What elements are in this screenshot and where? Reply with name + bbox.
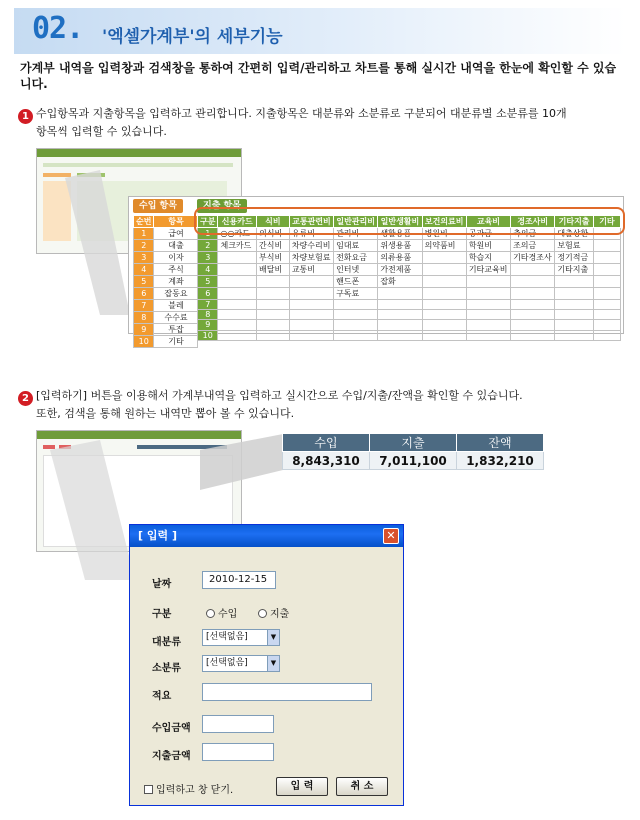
expense-item-cell[interactable]: [218, 264, 257, 276]
close-icon[interactable]: ✕: [383, 528, 399, 544]
expense-item-cell[interactable]: [334, 320, 378, 330]
expense-item-cell[interactable]: [511, 330, 555, 340]
step-2-line-2: 또한, 검색을 통해 원하는 내역만 뽑아 볼 수 있습니다.: [36, 407, 295, 420]
income-row-number: 2: [134, 240, 154, 252]
expense-col-header: 구분: [198, 216, 218, 228]
section-number: 02.: [32, 11, 84, 46]
expense-item-cell[interactable]: 의류용품: [378, 252, 422, 264]
expense-item-cell[interactable]: 간식비: [257, 240, 290, 252]
income-items-table: [133, 215, 198, 348]
expense-item-cell[interactable]: [289, 288, 333, 300]
expense-item-cell[interactable]: 유류비: [289, 228, 333, 240]
expense-row-number: 3: [198, 252, 218, 264]
cancel-button[interactable]: 취 소: [336, 777, 388, 796]
table-row: [198, 264, 621, 276]
minor-category-label: 소분류: [152, 663, 181, 674]
date-field[interactable]: 2010-12-15: [202, 571, 276, 589]
income-item-cell[interactable]: 이자: [154, 252, 198, 264]
summary-income-value: 8,843,310: [283, 452, 370, 470]
expense-item-cell[interactable]: [511, 288, 555, 300]
expense-item-cell[interactable]: 보험료: [555, 240, 594, 252]
table-row: [134, 228, 198, 240]
expense-item-cell[interactable]: [555, 300, 594, 310]
expense-item-cell[interactable]: [334, 330, 378, 340]
input-dialog: [129, 524, 404, 806]
expense-item-cell[interactable]: 조의금: [511, 240, 555, 252]
income-row-number: 4: [134, 264, 154, 276]
expense-item-cell[interactable]: [218, 330, 257, 340]
table-row: [198, 300, 621, 310]
expense-item-cell[interactable]: 병원비: [422, 228, 466, 240]
summary-expense-header: 지출: [370, 434, 457, 452]
expense-item-cell[interactable]: [593, 252, 620, 264]
expense-item-cell[interactable]: [511, 300, 555, 310]
expense-col-header: 신용카드: [218, 216, 257, 228]
expense-item-cell[interactable]: 가전제품: [378, 264, 422, 276]
expense-row-number: 8: [198, 310, 218, 320]
dialog-titlebar[interactable]: [130, 525, 403, 547]
expense-amount-field[interactable]: [202, 743, 274, 761]
expense-item-cell[interactable]: [555, 310, 594, 320]
income-row-number: 6: [134, 288, 154, 300]
table-row: [198, 276, 621, 288]
expense-item-cell[interactable]: [422, 310, 466, 320]
date-label: 날짜: [152, 579, 172, 590]
expense-item-cell[interactable]: [289, 330, 333, 340]
table-row: [198, 320, 621, 330]
expense-amount-label: 지출금액: [152, 751, 191, 762]
expense-item-cell[interactable]: 임대료: [334, 240, 378, 252]
expense-item-cell[interactable]: [289, 320, 333, 330]
section-header: [14, 8, 626, 54]
expense-item-cell[interactable]: [466, 320, 510, 330]
expense-item-cell[interactable]: ○○카드: [218, 228, 257, 240]
expense-row-number: 7: [198, 300, 218, 310]
step-1-line-2: 항목씩 입력할 수 있습니다.: [36, 125, 167, 138]
summary-income-header: 수입: [283, 434, 370, 452]
memo-field[interactable]: [202, 683, 372, 701]
income-col-header: 항목: [154, 216, 198, 228]
income-col-header: 순번: [134, 216, 154, 228]
expense-item-cell[interactable]: 구독료: [334, 288, 378, 300]
expense-item-cell[interactable]: [466, 300, 510, 310]
expense-item-cell[interactable]: 학습지: [466, 252, 510, 264]
income-item-cell[interactable]: 블레: [154, 300, 198, 312]
highlight-frame: [194, 207, 625, 235]
summary-balance-value: 1,832,210: [457, 452, 544, 470]
expense-item-cell[interactable]: [511, 320, 555, 330]
expense-item-cell[interactable]: [593, 264, 620, 276]
expense-item-cell[interactable]: 기타지출: [555, 264, 594, 276]
submit-button[interactable]: 입 력: [276, 777, 328, 796]
chevron-down-icon[interactable]: ▼: [267, 656, 279, 671]
step-2-line-1: [입력하기] 버튼을 이용해서 가계부내역을 입력하고 실시간으로 수입/지출/잔액을 확인할 수 있습니다.: [36, 389, 523, 402]
expense-item-cell[interactable]: 배달비: [257, 264, 290, 276]
step-2-description: [18, 388, 623, 421]
expense-item-cell[interactable]: 인터넷: [334, 264, 378, 276]
expense-col-header: 기타: [593, 216, 620, 228]
expense-item-cell[interactable]: [378, 330, 422, 340]
expense-item-cell[interactable]: [422, 288, 466, 300]
expense-col-header: 일반관리비: [334, 216, 378, 228]
expense-item-cell[interactable]: 대출상환: [555, 228, 594, 240]
table-row: [134, 276, 198, 288]
major-category-select[interactable]: [202, 629, 280, 646]
expense-item-cell[interactable]: [593, 330, 620, 340]
expense-item-cell[interactable]: [257, 288, 290, 300]
expense-item-cell[interactable]: [466, 288, 510, 300]
expense-item-cell[interactable]: [378, 320, 422, 330]
income-row-number: 10: [134, 336, 154, 348]
radio-income-icon: [206, 609, 215, 618]
expense-item-cell[interactable]: [511, 310, 555, 320]
expense-item-cell[interactable]: 축의금: [511, 228, 555, 240]
expense-item-cell[interactable]: 외식비: [257, 228, 290, 240]
expense-item-cell[interactable]: [289, 276, 333, 288]
income-item-cell[interactable]: 수수료: [154, 312, 198, 324]
income-tab-label: 수입 항목: [133, 199, 183, 213]
table-row: [198, 310, 621, 320]
expense-item-cell[interactable]: [289, 300, 333, 310]
summary-expense-value: 7,011,100: [370, 452, 457, 470]
expense-row-number: 4: [198, 264, 218, 276]
expense-item-cell[interactable]: [334, 310, 378, 320]
expense-item-cell[interactable]: [334, 300, 378, 310]
expense-item-cell[interactable]: [257, 276, 290, 288]
expense-item-cell[interactable]: [593, 320, 620, 330]
expense-tab-label: 지출 항목: [197, 199, 247, 213]
expense-item-cell[interactable]: 교통비: [289, 264, 333, 276]
step-1-line-1: 수입항목과 지출항목을 입력하고 관리합니다. 지출항목은 대분류와 소분류로 구분되어 대분류별 소분류를 10개: [36, 107, 567, 120]
expense-item-cell[interactable]: 정기적금: [555, 252, 594, 264]
expense-item-cell[interactable]: [378, 300, 422, 310]
expense-row-number: 9: [198, 320, 218, 330]
table-row: [134, 324, 198, 336]
expense-item-cell[interactable]: [422, 320, 466, 330]
expense-item-cell[interactable]: [218, 252, 257, 264]
table-row: [198, 288, 621, 300]
expense-row-number: 2: [198, 240, 218, 252]
expense-item-cell[interactable]: [466, 310, 510, 320]
expense-item-cell[interactable]: 전화요금: [334, 252, 378, 264]
expense-col-header: 식비: [257, 216, 290, 228]
expense-item-cell[interactable]: [466, 276, 510, 288]
income-row-number: 9: [134, 324, 154, 336]
table-row: [198, 330, 621, 340]
expense-item-cell[interactable]: 기타교육비: [466, 264, 510, 276]
income-item-cell[interactable]: 투잡: [154, 324, 198, 336]
expense-item-cell[interactable]: 의약품비: [422, 240, 466, 252]
expense-item-cell[interactable]: [466, 330, 510, 340]
memo-label: 적요: [152, 691, 172, 702]
expense-item-cell[interactable]: [218, 288, 257, 300]
income-row-number: 5: [134, 276, 154, 288]
table-row: [134, 288, 198, 300]
expense-item-cell[interactable]: 관리비: [334, 228, 378, 240]
checkbox-icon: [144, 785, 153, 794]
table-row: [198, 240, 621, 252]
close-after-input-checkbox[interactable]: [144, 781, 233, 796]
expense-item-cell[interactable]: 핸드폰: [334, 276, 378, 288]
income-item-cell[interactable]: 급여: [154, 228, 198, 240]
expense-item-cell[interactable]: [257, 330, 290, 340]
income-amount-field[interactable]: [202, 715, 274, 733]
expense-col-header: 기타지출: [555, 216, 594, 228]
income-item-cell[interactable]: 대출: [154, 240, 198, 252]
expense-item-cell[interactable]: [593, 288, 620, 300]
expense-col-header: 교육비: [466, 216, 510, 228]
income-row-number: 3: [134, 252, 154, 264]
expense-item-cell[interactable]: [422, 264, 466, 276]
table-row: [134, 312, 198, 324]
expense-item-cell[interactable]: 공과금: [466, 228, 510, 240]
income-item-cell[interactable]: 기타: [154, 336, 198, 348]
income-item-cell[interactable]: 주식: [154, 264, 198, 276]
income-amount-label: 수입금액: [152, 723, 191, 734]
table-row: [198, 252, 621, 264]
expense-item-cell[interactable]: 차량수리비: [289, 240, 333, 252]
expense-row-number: 6: [198, 288, 218, 300]
chevron-down-icon[interactable]: ▼: [267, 630, 279, 645]
income-row-number: 7: [134, 300, 154, 312]
step-2-badge: 2: [18, 391, 33, 406]
summary-balance-header: 잔액: [457, 434, 544, 452]
expense-item-cell[interactable]: [218, 320, 257, 330]
expense-item-cell[interactable]: [257, 310, 290, 320]
expense-item-cell[interactable]: [257, 300, 290, 310]
expense-item-cell[interactable]: [378, 288, 422, 300]
step-1-badge: 1: [18, 109, 33, 124]
expense-item-cell[interactable]: 체크카드: [218, 240, 257, 252]
expense-row-number: 10: [198, 330, 218, 340]
table-row: [134, 336, 198, 348]
income-row-number: 1: [134, 228, 154, 240]
thumbnail-toolbar: [37, 149, 241, 157]
income-item-cell[interactable]: 잡동요: [154, 288, 198, 300]
expense-item-cell[interactable]: [422, 276, 466, 288]
expense-item-cell[interactable]: [378, 310, 422, 320]
expense-col-header: 교통관련비: [289, 216, 333, 228]
radio-expense-icon: [258, 609, 267, 618]
step-1-description: [18, 106, 623, 139]
expense-item-cell[interactable]: 차량보험료: [289, 252, 333, 264]
expense-item-cell[interactable]: 생활용품: [378, 228, 422, 240]
income-item-cell[interactable]: 계좌: [154, 276, 198, 288]
expense-item-cell[interactable]: 부식비: [257, 252, 290, 264]
expense-item-cell[interactable]: [218, 300, 257, 310]
expense-col-header: 일반생활비: [378, 216, 422, 228]
section-title: '엑셀가계부'의 세부기능: [102, 27, 283, 47]
table-row: [134, 240, 198, 252]
expense-item-cell[interactable]: 기타경조사: [511, 252, 555, 264]
expense-item-cell[interactable]: [555, 288, 594, 300]
expense-item-cell[interactable]: [555, 330, 594, 340]
expense-item-cell[interactable]: [593, 300, 620, 310]
expense-col-header: 보건의료비: [422, 216, 466, 228]
expense-item-cell[interactable]: [422, 300, 466, 310]
expense-item-cell[interactable]: [511, 276, 555, 288]
dialog-title: [ 입력 ]: [138, 529, 177, 542]
radio-expense-label: 지출: [270, 609, 290, 620]
table-row: [134, 264, 198, 276]
expense-item-cell[interactable]: 학원비: [466, 240, 510, 252]
major-category-value: [선택없음]: [206, 632, 248, 642]
minor-category-value: [선택없음]: [206, 658, 248, 668]
table-row: [134, 300, 198, 312]
expense-item-cell[interactable]: [422, 252, 466, 264]
major-category-label: 대분류: [152, 637, 181, 648]
expense-item-cell[interactable]: [593, 276, 620, 288]
expense-item-cell[interactable]: [511, 264, 555, 276]
expense-item-cell[interactable]: [555, 276, 594, 288]
expense-row-number: 5: [198, 276, 218, 288]
minor-category-select[interactable]: [202, 655, 280, 672]
radio-income-label: 수입: [218, 609, 238, 620]
expense-item-cell[interactable]: [422, 330, 466, 340]
expense-item-cell[interactable]: 위생용품: [378, 240, 422, 252]
radio-income[interactable]: [206, 605, 237, 620]
expense-item-cell[interactable]: [289, 310, 333, 320]
expense-item-cell[interactable]: [593, 240, 620, 252]
income-row-number: 8: [134, 312, 154, 324]
expense-item-cell[interactable]: [218, 310, 257, 320]
balance-summary: [282, 433, 544, 470]
expense-item-cell[interactable]: [593, 310, 620, 320]
close-after-input-label: 입력하고 창 닫기.: [156, 785, 234, 796]
expense-col-header: 경조사비: [511, 216, 555, 228]
expense-item-cell[interactable]: [218, 276, 257, 288]
expense-item-cell[interactable]: 잡화: [378, 276, 422, 288]
expense-item-cell[interactable]: [257, 320, 290, 330]
expense-row-number: 1: [198, 228, 218, 240]
type-label: 구분: [152, 609, 172, 620]
table-row: [134, 252, 198, 264]
expense-item-cell[interactable]: [555, 320, 594, 330]
intro-text: 가계부 내역을 입력창과 검색창을 통하여 간편히 입력/관리하고 차트를 통해 실시간 내역을 한눈에 확인할 수 있습니다.: [20, 61, 617, 91]
radio-expense[interactable]: [258, 605, 289, 620]
